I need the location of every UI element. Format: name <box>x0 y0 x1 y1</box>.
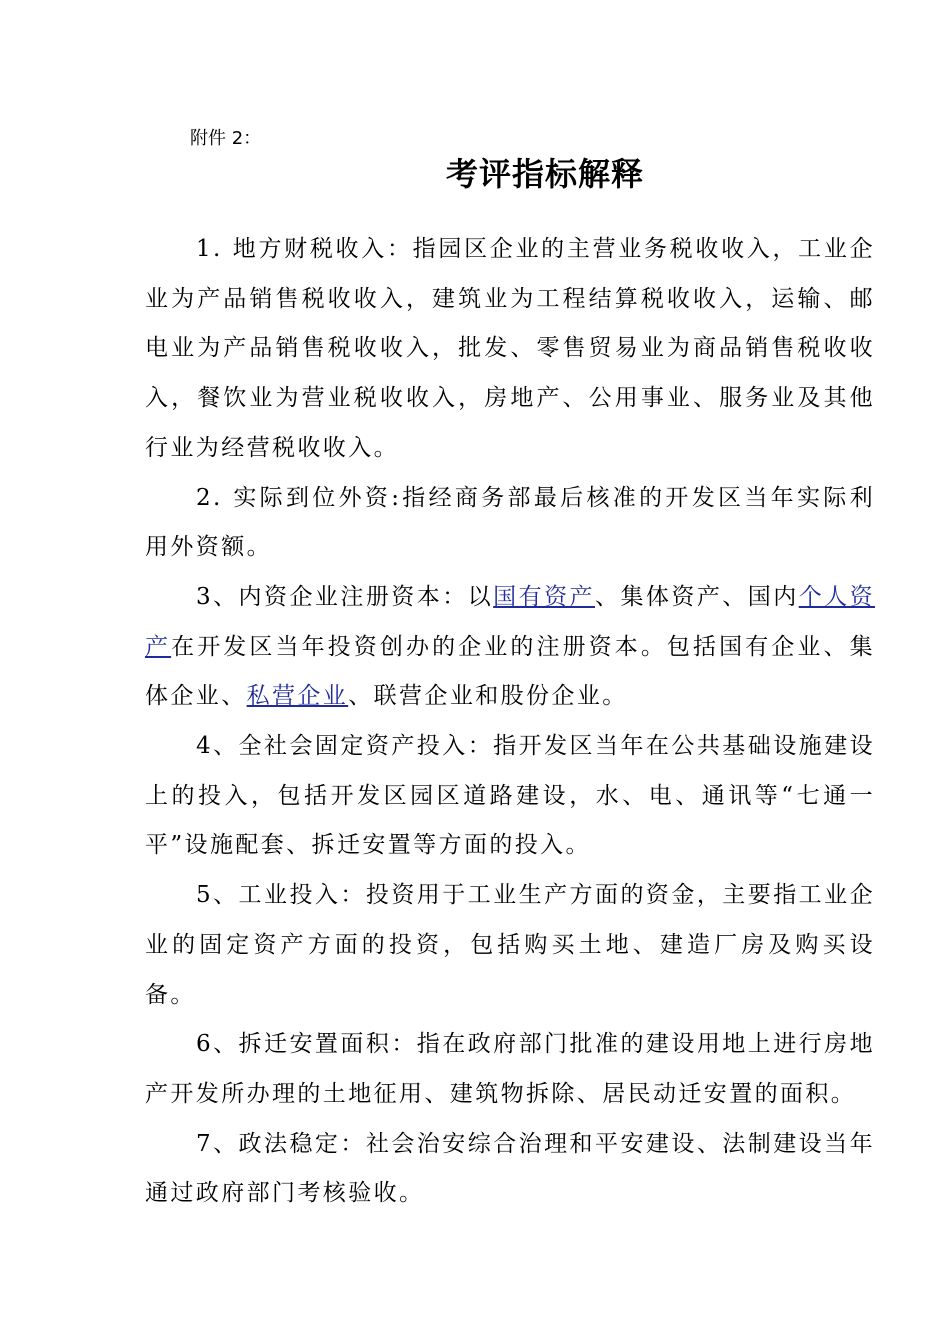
paragraph-text: 在开发区当年投资创办的企业的注册资本。包括国有企业、集体企业、 <box>145 633 875 710</box>
paragraph-p7 <box>145 1120 875 1219</box>
paragraph-p6 <box>145 1020 875 1119</box>
hyperlink[interactable]: 私营企业 <box>246 683 349 710</box>
paragraph-p5 <box>145 871 875 1020</box>
paragraph-text: 6、拆迁安置面积：指在政府部门批准的建设用地上进行房地产开发所办理的土地征用、建筑物拆除、居民动迁安置的面积。 <box>145 1031 875 1107</box>
hyperlink[interactable]: 国有资产 <box>493 583 595 610</box>
paragraph-text: 7、政法稳定：社会治安综合治理和平安建设、法制建设当年通过政府部门考核验收。 <box>145 1130 875 1207</box>
paragraph-p2 <box>145 474 875 573</box>
paragraph-text: 、集体资产、国内 <box>595 583 799 610</box>
paragraph-p4 <box>145 722 875 871</box>
paragraph-text: 4、全社会固定资产投入：指开发区当年在公共基础设施建设上的投入，包括开发区园区道路建设，水、电、通讯等“七通一平”设施配套、拆迁安置等方面的投入。 <box>145 733 875 859</box>
hyperlink[interactable]: 个人资产 <box>145 583 876 660</box>
document-title: 考评指标解释 <box>445 155 644 193</box>
attachment-label: 附件 2： <box>190 128 262 149</box>
document-body <box>145 225 875 1219</box>
paragraph-text: 、联营企业和股份企业。 <box>348 683 628 710</box>
paragraph-text: 1. 地方财税收入：指园区企业的主营业务税收收入，工业企业为产品销售税收收入，建筑业为工程结算税收收入，运输、邮电业为产品销售税收收入，批发、零售贸易业为商品销售税收收入，餐饮业为营业税收收入，房地产、公用事业、服务业及其他行业为经营税收收入。 <box>145 236 875 461</box>
paragraph-text: 3、内资企业注册资本：以 <box>196 583 494 610</box>
paragraph-text: 5、工业投入：投资用于工业生产方面的资金，主要指工业企业的固定资产方面的投资，包括购买土地、建造厂房及购买设备。 <box>145 882 875 1008</box>
paragraph-text: 2. 实际到位外资:指经商务部最后核准的开发区当年实际利用外资额。 <box>145 484 875 561</box>
paragraph-p1 <box>145 225 875 474</box>
paragraph-p3 <box>145 573 875 722</box>
